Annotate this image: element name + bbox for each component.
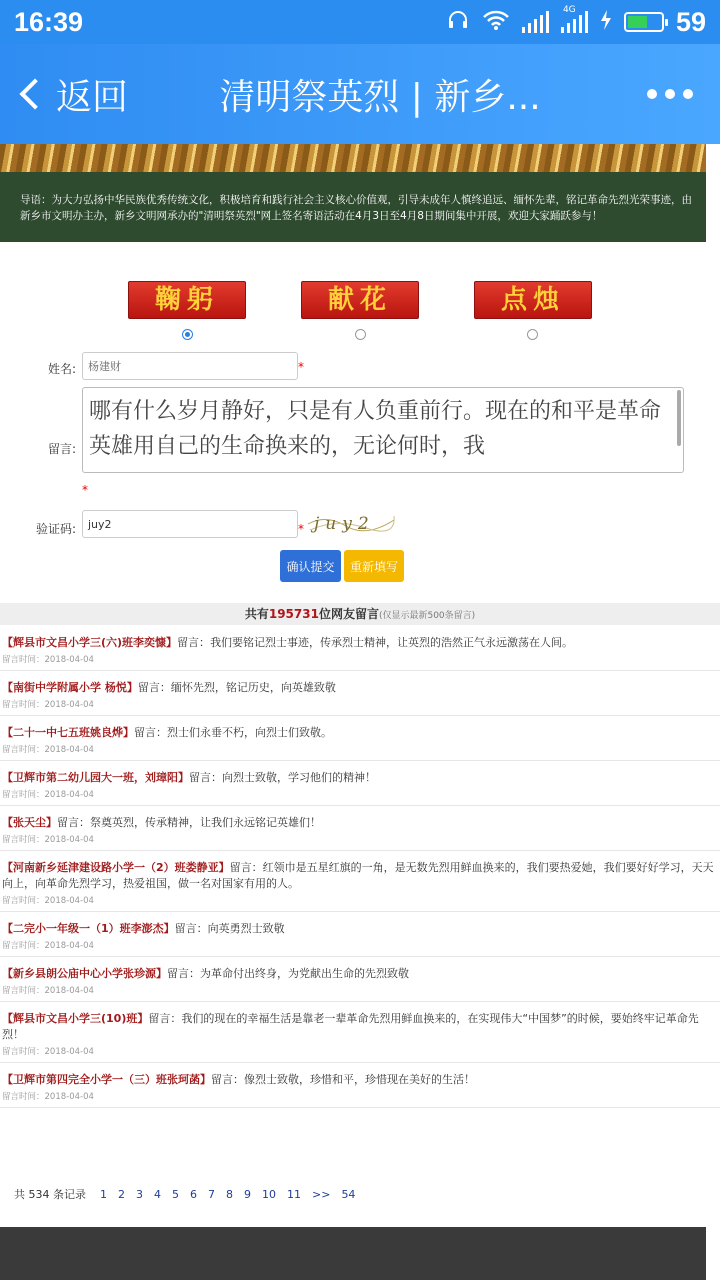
- page-link[interactable]: >>: [312, 1187, 331, 1201]
- comment-line: [2, 635, 716, 651]
- comment-time-value: 2018-04-04: [44, 941, 94, 951]
- page-title: 清明祭英烈 | 新乡...: [219, 76, 541, 118]
- comment-line: [2, 921, 716, 937]
- banner-image: [0, 144, 706, 172]
- comment-item: [0, 957, 720, 1002]
- comment-time: [2, 939, 716, 951]
- comment-line: [2, 725, 716, 741]
- page-link[interactable]: 9: [244, 1187, 251, 1201]
- footer: [0, 1227, 706, 1280]
- battery-icon: [624, 12, 664, 32]
- captcha-image[interactable]: [306, 510, 396, 534]
- comment-item: [0, 671, 720, 716]
- comment-prefix: 留言：: [167, 967, 200, 980]
- comment-time-prefix: 留言时间：: [2, 1092, 45, 1102]
- captcha-label: 验证码:: [35, 522, 76, 536]
- page-link[interactable]: 7: [208, 1187, 215, 1201]
- comment-time-prefix: 留言时间：: [2, 896, 45, 906]
- headset-icon: [446, 8, 470, 37]
- pagination: [14, 1186, 366, 1202]
- comment-text: 我们要铭记烈士事迹，传承烈士精神，让英烈的浩然正气永远激荡在人间。: [210, 636, 574, 649]
- message-textarea[interactable]: [82, 387, 684, 473]
- comment-time-prefix: 留言时间：: [2, 745, 45, 755]
- comment-item: [0, 851, 720, 912]
- comment-time: [2, 788, 716, 800]
- page-link[interactable]: 54: [341, 1187, 356, 1201]
- comment-time-value: 2018-04-04: [44, 745, 94, 755]
- comment-author: 【南街中学附属小学 杨悦】: [2, 681, 138, 694]
- comment-prefix: 留言：: [57, 816, 90, 829]
- chevron-left-icon: [19, 78, 50, 109]
- name-label: 姓名:: [47, 362, 76, 376]
- captcha-input[interactable]: juy2: [82, 510, 298, 538]
- page-link[interactable]: 8: [226, 1187, 233, 1201]
- name-input[interactable]: 杨建财: [82, 352, 298, 380]
- page-link[interactable]: 3: [136, 1187, 143, 1201]
- record-total: 共 534 条记录: [14, 1188, 86, 1201]
- comment-item: [0, 716, 720, 761]
- comment-text: 向英勇烈士致敬: [207, 922, 285, 935]
- choice-flower-button[interactable]: 献花: [301, 281, 419, 319]
- back-label: 返回: [56, 76, 129, 118]
- comment-time-value: 2018-04-04: [44, 700, 94, 710]
- page-link[interactable]: 11: [287, 1187, 301, 1201]
- comment-time-value: 2018-04-04: [44, 655, 94, 665]
- comment-item: [0, 761, 720, 806]
- submit-button[interactable]: 确认提交: [280, 550, 341, 582]
- status-time: 16:39: [14, 6, 84, 37]
- comment-time-value: 2018-04-04: [44, 1092, 94, 1102]
- comment-author: 【辉县市文昌小学三(10)班】: [2, 1012, 149, 1025]
- comment-line: [2, 1072, 716, 1088]
- choice-candle-button[interactable]: 点烛: [474, 281, 592, 319]
- comment-count: 195731: [268, 607, 319, 621]
- svg-text:juy2: juy2: [314, 514, 375, 534]
- comment-time-prefix: 留言时间：: [2, 986, 45, 996]
- more-menu-icon[interactable]: [620, 89, 720, 99]
- comment-time: [2, 984, 716, 996]
- captcha-required-mark: *: [298, 522, 304, 536]
- comment-prefix: 留言：: [189, 771, 222, 784]
- comment-author: 【辉县市文昌小学三(六)班李奕慷】: [2, 636, 178, 649]
- comment-time: [2, 833, 716, 845]
- comment-item: [0, 912, 720, 957]
- comment-text: 烈士们永垂不朽，向烈士们致敬。: [167, 726, 332, 739]
- comment-text: 我们的现在的幸福生活是靠老一辈革命先烈用鲜血换来的，在实现伟大“中国梦”的时候，要始终牢记革命先烈！: [2, 1012, 699, 1041]
- comment-time-value: 2018-04-04: [44, 835, 94, 845]
- wifi-icon: [482, 9, 510, 36]
- choice-candle-radio[interactable]: [527, 329, 538, 340]
- comment-list: [0, 626, 720, 1108]
- comment-time-prefix: 留言时间：: [2, 655, 45, 665]
- comment-author: 【二完小一年级一（1）班李澎杰】: [2, 922, 175, 935]
- choice-bow-button[interactable]: 鞠躬: [128, 281, 246, 319]
- comment-time: [2, 698, 716, 710]
- comment-author: 【河南新乡延津建设路小学一（2）班娄静亚】: [2, 861, 230, 874]
- comment-item: [0, 626, 720, 671]
- comment-time: [2, 894, 716, 906]
- comment-line: [2, 1011, 716, 1043]
- comment-time: [2, 653, 716, 665]
- comment-line: [2, 815, 716, 831]
- comment-text: 像烈士致敬，珍惜和平，珍惜现在美好的生活！: [244, 1073, 475, 1086]
- choice-flower-radio[interactable]: [355, 329, 366, 340]
- comment-text: 向烈士致敬，学习他们的精神！: [222, 771, 376, 784]
- comment-line: [2, 680, 716, 696]
- charging-icon: [600, 9, 612, 36]
- page-link[interactable]: 5: [172, 1187, 179, 1201]
- message-required-mark: *: [82, 483, 88, 497]
- textarea-scrollbar[interactable]: [677, 390, 681, 446]
- comment-text: 红领巾是五星红旗的一角，是无数先烈用鲜血换来的，我们要热爱她，我们要好好学习，天天向上，向革命先烈学习，热爱祖国，做一名对国家有用的人。: [2, 861, 714, 890]
- comment-time-prefix: 留言时间：: [2, 700, 45, 710]
- comment-time-prefix: 留言时间：: [2, 790, 45, 800]
- choice-bow-radio[interactable]: [182, 329, 193, 340]
- count-note: (仅显示最新500条留言): [378, 611, 476, 621]
- comment-author: 【卫辉市第四完全小学一（三）班张珂菡】: [2, 1073, 211, 1086]
- comment-time-value: 2018-04-04: [44, 790, 94, 800]
- comment-prefix: 留言：: [211, 1073, 244, 1086]
- comment-author: 【张天尘】: [2, 816, 57, 829]
- comment-text: 祭奠英烈，传承精神，让我们永远铭记英雄们！: [90, 816, 321, 829]
- comment-prefix: 留言：: [137, 681, 171, 694]
- battery-percent: 59: [675, 6, 706, 37]
- comment-time-value: 2018-04-04: [44, 1047, 94, 1057]
- comment-time-prefix: 留言时间：: [2, 835, 45, 845]
- comment-time-value: 2018-04-04: [44, 896, 94, 906]
- message-label: 留言:: [47, 442, 76, 456]
- tribute-choices: [0, 281, 706, 341]
- comment-prefix: 留言：: [174, 922, 208, 935]
- comment-time: [2, 1045, 716, 1057]
- comment-time-prefix: 留言时间：: [2, 941, 45, 951]
- comment-text: 缅怀先烈，铭记历史，向英雄致敬: [170, 681, 336, 694]
- comment-item: [0, 1063, 720, 1108]
- comment-author: 【卫辉市第二幼儿园大一班，刘璋阳】: [2, 771, 189, 784]
- message-text: 哪有什么岁月静好，只是有人负重前行。现在的和平是革命英雄用自己的生命换来的，无论何时，我: [89, 399, 662, 459]
- count-suffix: 位网友留言: [318, 607, 379, 621]
- comment-prefix: 留言：: [229, 861, 263, 874]
- page-link[interactable]: 4: [154, 1187, 161, 1201]
- comment-line: [2, 860, 716, 892]
- page-link[interactable]: 2: [118, 1187, 125, 1201]
- page-link[interactable]: 6: [190, 1187, 197, 1201]
- signal-4g-icon: 4G: [561, 11, 588, 33]
- comment-line: [2, 770, 716, 786]
- comment-prefix: 留言：: [134, 726, 167, 739]
- comment-time-prefix: 留言时间：: [2, 1047, 45, 1057]
- status-bar: [0, 0, 720, 44]
- comment-time: [2, 743, 716, 755]
- page-link[interactable]: 10: [262, 1187, 276, 1201]
- reset-button[interactable]: 重新填写: [344, 550, 404, 582]
- comment-item: [0, 1002, 720, 1063]
- comment-author: 【二十一中七五班姚良烨】: [2, 726, 134, 739]
- nav-bar: [0, 44, 720, 144]
- comment-text: 为革命付出终身，为党献出生命的先烈致敬: [200, 967, 409, 980]
- comment-count-bar: [0, 603, 720, 625]
- comment-author: 【新乡县朗公庙中心小学张珍源】: [2, 967, 167, 980]
- comment-line: [2, 966, 716, 982]
- signal-icon: [522, 11, 549, 33]
- page-link[interactable]: 1: [100, 1187, 107, 1201]
- comment-time-value: 2018-04-04: [44, 986, 94, 996]
- comment-time: [2, 1090, 716, 1102]
- name-required-mark: *: [298, 360, 304, 374]
- comment-prefix: 留言：: [148, 1012, 182, 1025]
- back-button[interactable]: [0, 69, 160, 120]
- intro-text: 导语：为大力弘扬中华民族优秀传统文化，积极培育和践行社会主义核心价值观，引导未成年人慎终追远、缅怀先辈，铭记革命先烈光荣事迹，由新乡市文明办主办，新乡文明网承办的"清明祭英烈"网上签名寄语活动在4月3日至4月8日期间集中开展，欢迎大家踊跃参与！: [0, 172, 706, 242]
- count-prefix: 共有: [244, 607, 269, 621]
- comment-item: [0, 806, 720, 851]
- comment-prefix: 留言：: [177, 636, 211, 649]
